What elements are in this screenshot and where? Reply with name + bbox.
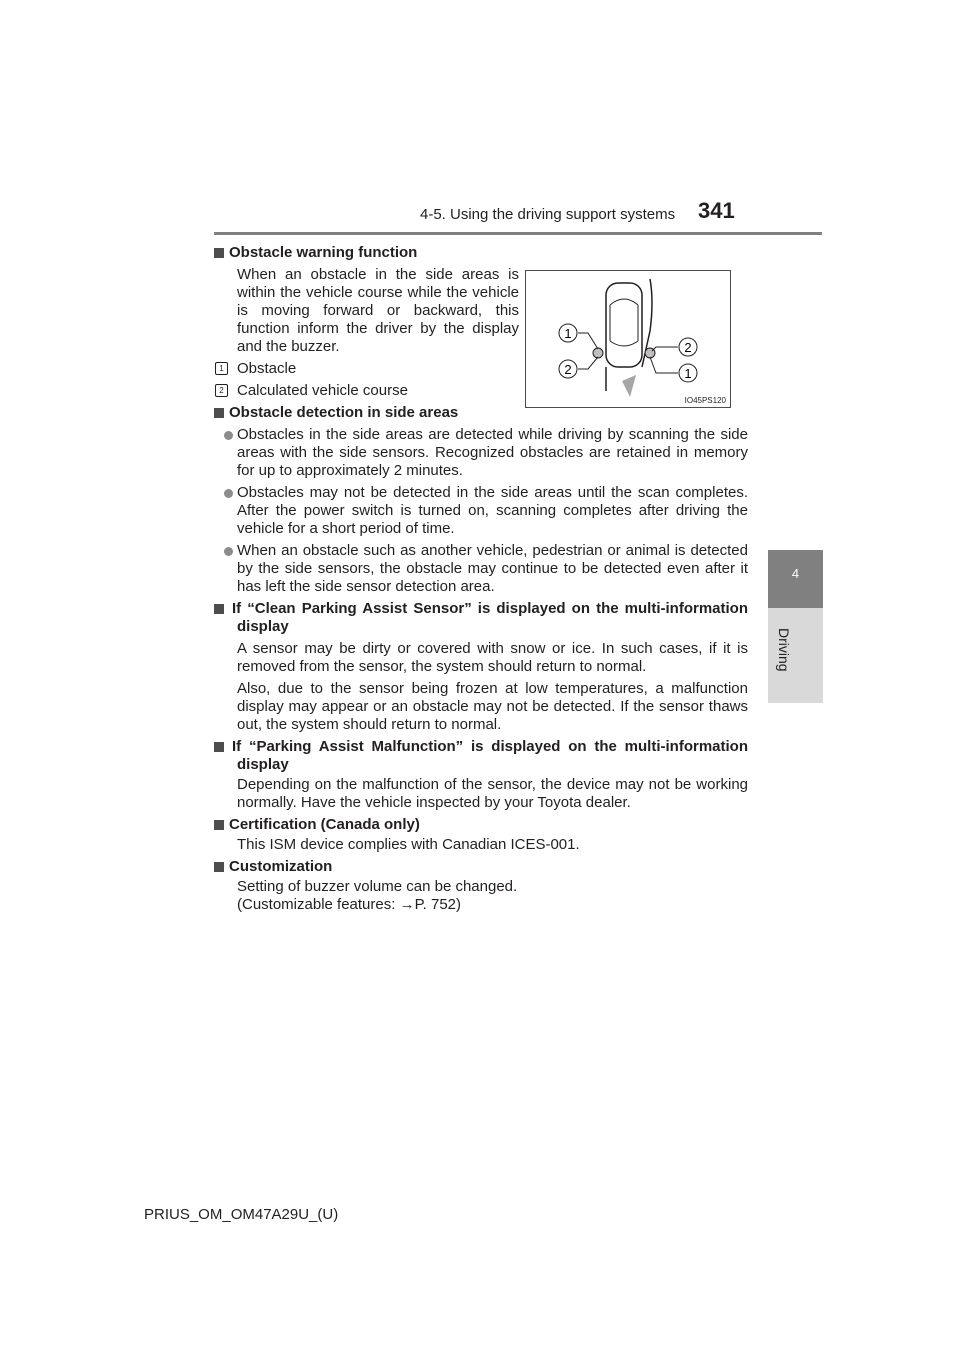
customization-link[interactable]: (Customizable features: →P. 752): [237, 896, 461, 913]
square-bullet-icon: [214, 820, 224, 830]
customization-text-1: Setting of buzzer volume can be changed.: [237, 878, 518, 895]
callout-label: 1: [564, 326, 572, 341]
heading-malfunction: If “Parking Assist Malfunction” is displayed on the multi-information display: [214, 738, 748, 774]
clean-sensor-text-2: Also, due to the sensor being frozen at low temperatures, a malfunction display may appear or an obstacle may not be detected. If the sensor thaws out, the system should return to normal.: [237, 680, 748, 733]
page-number: 341: [698, 198, 735, 223]
square-bullet-icon: [214, 408, 224, 418]
heading-side-detection: Obstacle detection in side areas: [214, 404, 748, 422]
bullet-dot-icon: [224, 489, 233, 498]
bullet-dot-icon: [224, 547, 233, 556]
legend-item: [214, 382, 748, 400]
header-rule: [214, 232, 822, 235]
callout-label: 2: [564, 362, 572, 377]
malfunction-text: Depending on the malfunction of the sensor, the device may not be working normally. Have the vehicle inspected by your Toyota dealer.: [237, 776, 748, 811]
certification-text: This ISM device complies with Canadian ICES-001.: [237, 836, 580, 853]
document-code: PRIUS_OM_OM47A29U_(U): [144, 1206, 339, 1223]
legend-number: 2: [215, 384, 228, 397]
callout-label: 1: [684, 366, 692, 381]
figure-id: IO45PS120: [684, 396, 726, 405]
legend-number: 1: [215, 362, 228, 375]
legend-label: Obstacle: [237, 360, 297, 377]
figure-legend: [214, 360, 748, 400]
legend-label: Calculated vehicle course: [237, 382, 408, 399]
chapter-tab: [768, 550, 823, 608]
heading-certification: Certification (Canada only): [214, 816, 748, 834]
clean-sensor-text-1: A sensor may be dirty or covered with snow or ice. In such cases, if it is removed from the sensor, the system should return to normal.: [237, 640, 748, 675]
list-item: Obstacles may not be detected in the side areas until the scan completes. After the power switch is turned on, scanning completes after driving the vehicle for a short period of time.: [214, 484, 748, 538]
chapter-number: 4: [791, 566, 800, 581]
warning-description: When an obstacle in the side areas is within the vehicle course while the vehicle is moving forward or backward, this function inform the driver by the display and the buzzer.: [237, 266, 519, 355]
heading-clean-sensor: If “Clean Parking Assist Sensor” is displayed on the multi-information display: [214, 600, 748, 636]
square-bullet-icon: [214, 604, 224, 614]
page-content: [214, 244, 748, 914]
chapter-label: Driving: [776, 628, 792, 672]
heading-obstacle-warning: Obstacle warning function: [214, 244, 748, 262]
list-item: When an obstacle such as another vehicle, pedestrian or animal is detected by the side sensors, the obstacle may continue to be detected even after it has left the side sensor detection area.: [214, 542, 748, 596]
square-bullet-icon: [214, 742, 224, 752]
heading-customization: Customization: [214, 858, 748, 876]
callout-label: 2: [684, 340, 692, 355]
square-bullet-icon: [214, 248, 224, 258]
square-bullet-icon: [214, 862, 224, 872]
section-title: 4-5. Using the driving support systems: [420, 206, 676, 223]
legend-item: [214, 360, 748, 378]
list-item: Obstacles in the side areas are detected while driving by scanning the side areas with the side sensors. Recognized obstacles are retained in memory for up to approximately 2 minutes.: [214, 426, 748, 480]
bullet-dot-icon: [224, 431, 233, 440]
